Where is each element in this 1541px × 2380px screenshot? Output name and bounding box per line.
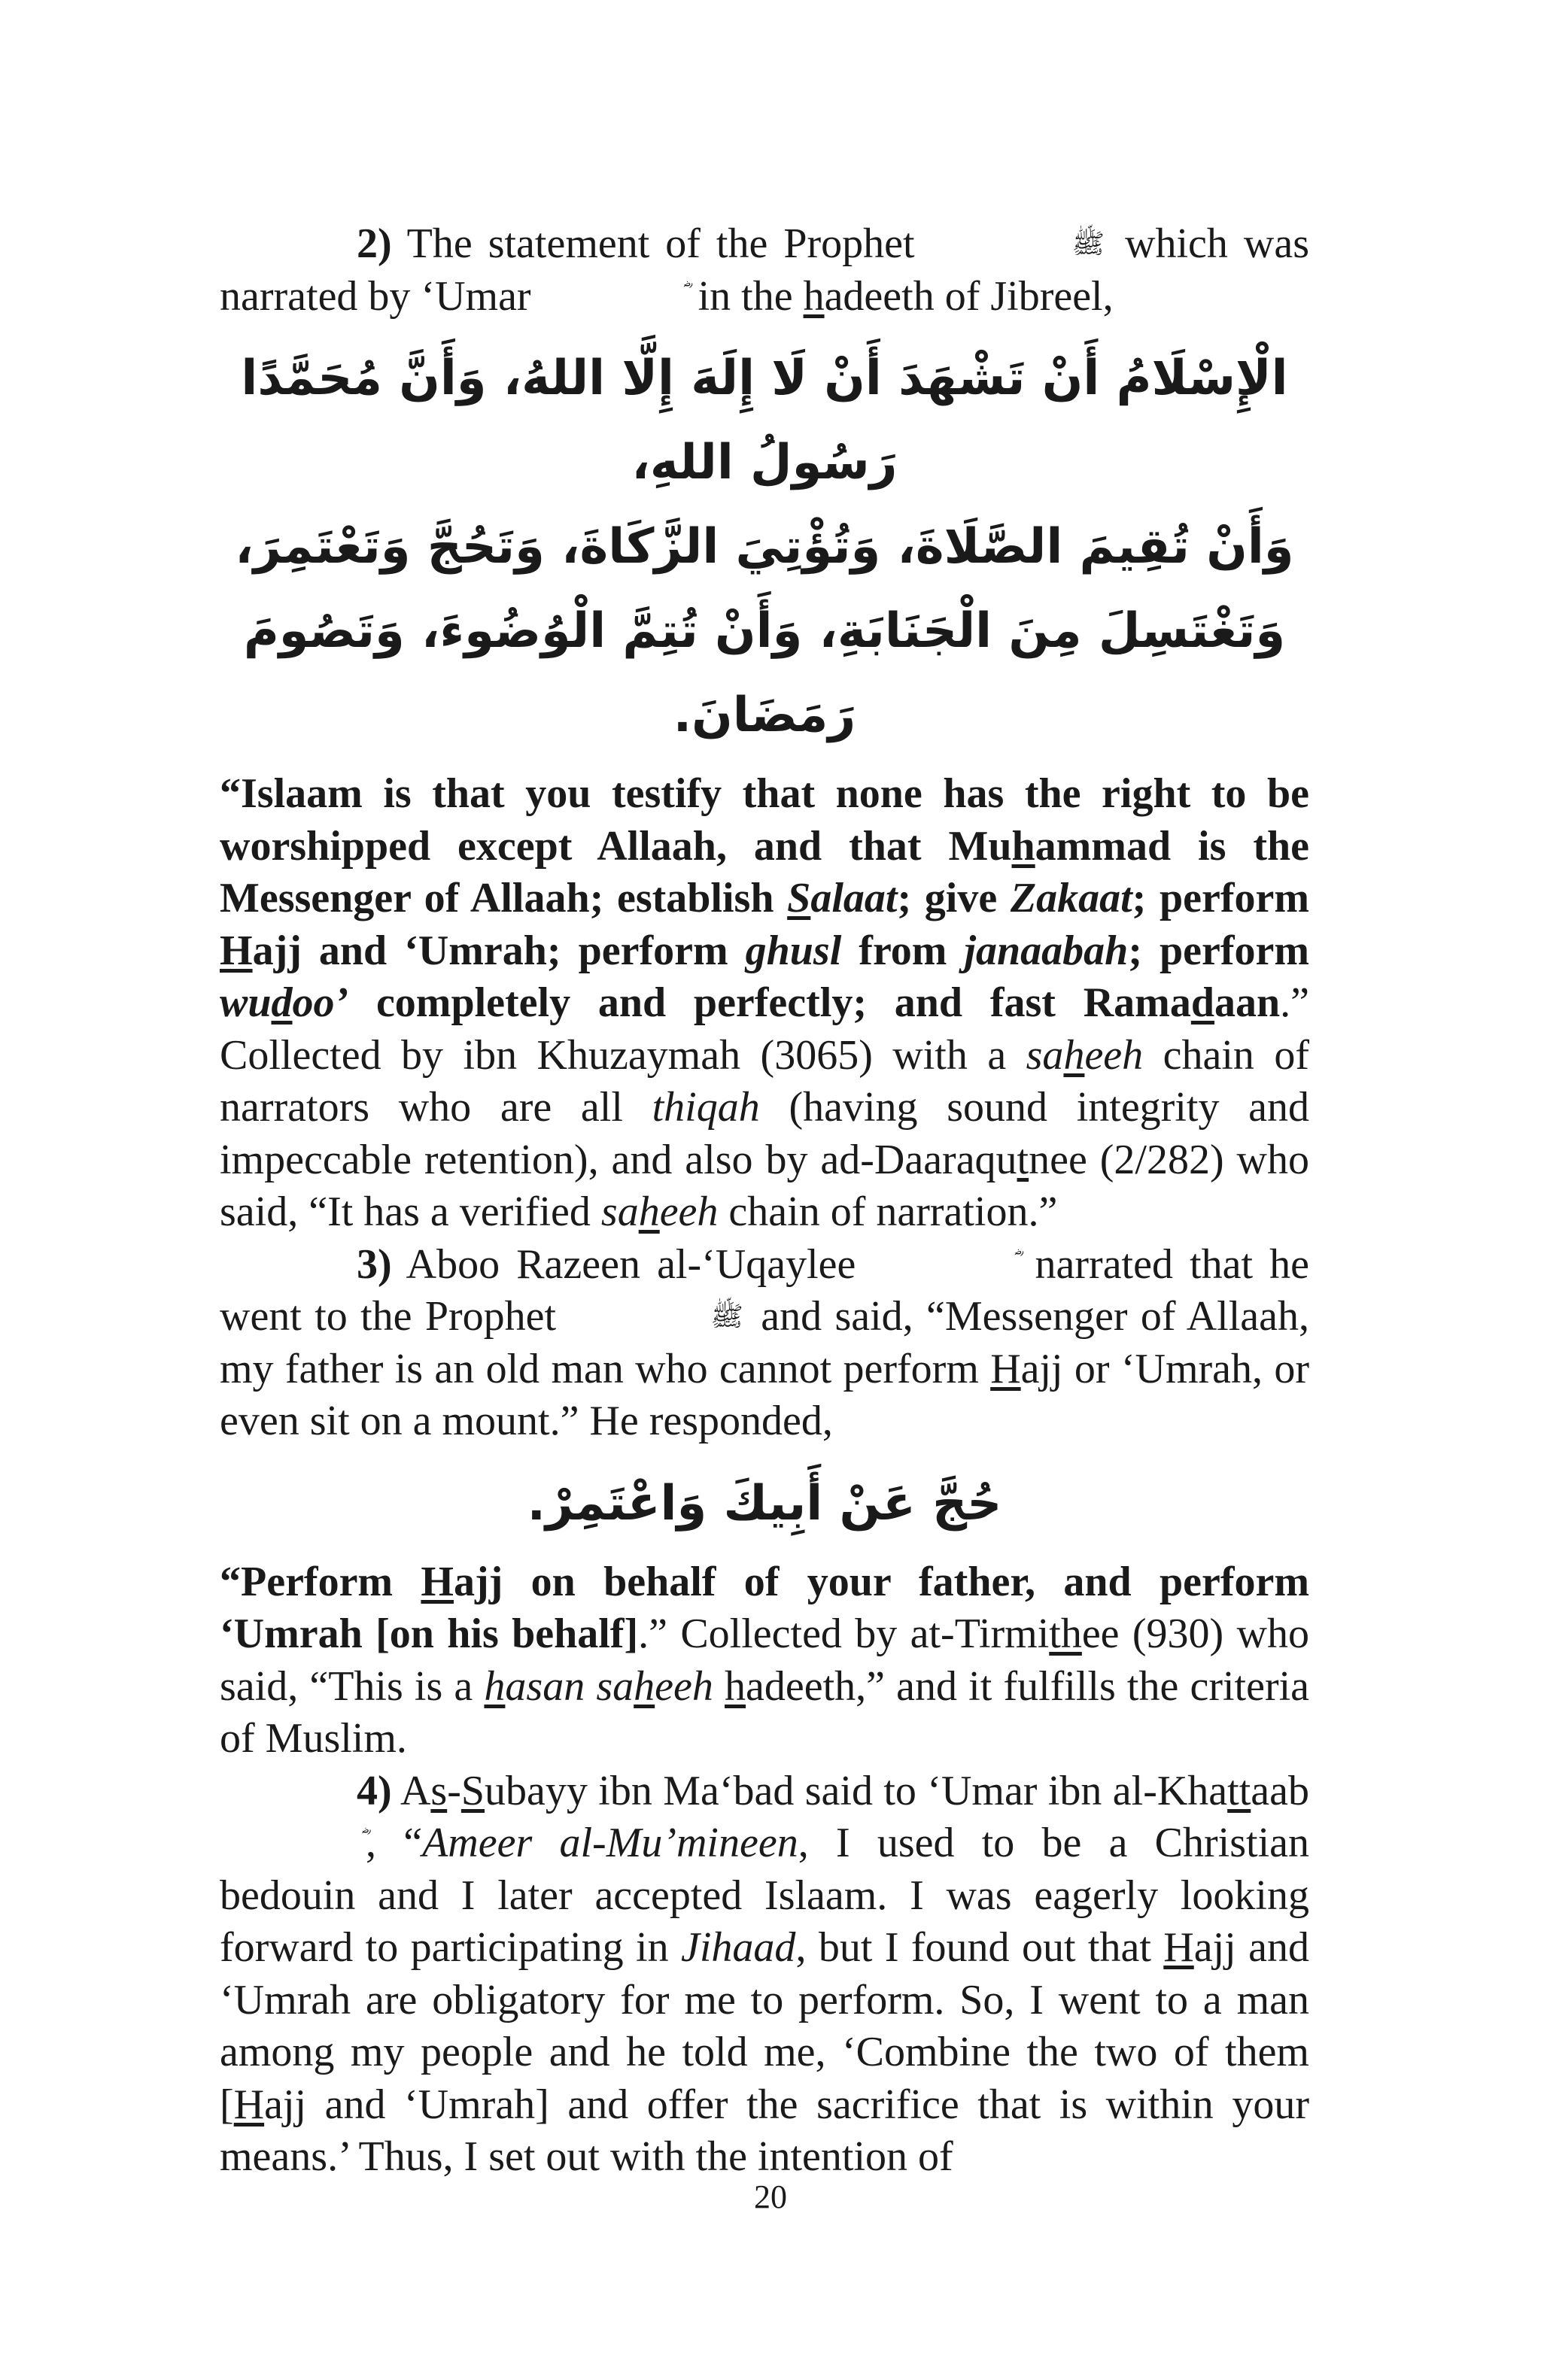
item-number-3: 3): [357, 1240, 392, 1288]
paragraph-3-intro: 3) Aboo Razeen al-‘Uqaylee narrated that he went to the Prophet ﷺ and said, “Messenger of Allaah, my father is an old man who cannot perform Hajj or ‘Umrah, or even sit on a mount.” He responded,: [220, 1239, 1309, 1448]
radiyallahu-seal-icon: [542, 271, 688, 323]
item-number-2: 2): [357, 220, 392, 267]
arabic-quote-1: [220, 336, 1309, 757]
radiyallahu-seal-icon: [220, 1817, 366, 1870]
arabic-line-2: وَأَنْ تُقِيمَ الصَّلَاةَ، وَتُؤْتِيَ الزَّكَاةَ، وَتَحُجَّ وَتَعْتَمِرَ،: [235, 519, 1294, 575]
salutation-seal-icon: ﷺ: [1071, 229, 1105, 259]
arabic-line-3: وَتَغْتَسِلَ مِنَ الْجَنَابَةِ، وَأَنْ تُتِمَّ الْوُضُوءَ، وَتَصُومَ رَمَضَانَ.: [243, 603, 1286, 743]
arabic-quote-2: [220, 1462, 1309, 1546]
paragraph-4: 4) As-Subayy ibn Ma‘bad said to ‘Umar ibn al-Khattaab , “Ameer al-Mu’mineen, I used to be a Christian bedouin and I later accepted Islaam. I was eagerly looking forward to participating in Jihaad, but I found out that Hajj and ‘Umrah are obligatory for me to perform. So, I went to a man among my people and he told me, ‘Combine the two of them [Hajj and ‘Umrah] and offer the sacrifice that is within your means.’ Thus, I set out with the intention of: [220, 1767, 1309, 2180]
paragraph-3-translation: “Perform Hajj on behalf of your father, and perform ‘Umrah [on his behalf].” Collected by at-Tirmithee (930) who said, “This is a hasan saheeh hadeeth,” and it fulfills the criteria of Muslim.: [220, 1558, 1310, 1762]
text-column: [220, 218, 1309, 2184]
radiyallahu-seal-icon: [872, 1239, 1018, 1292]
page-number: 20: [754, 2178, 787, 2215]
arabic-line-4: حُجَّ عَنْ أَبِيكَ وَاعْتَمِرْ.: [527, 1475, 1002, 1532]
paragraph-2-translation: “Islaam is that you testify that none has the right to be worshipped except Allaah, and that Muhammad is the Messenger of Allaah; establish Salaat; give Zakaat; perform Hajj and ‘Umrah; perform ghusl from janaabah; perform wudoo’ completely and perfectly; and fast Ramadaan.” Collected by ibn Khuzaymah (3065) with a saheeh chain of narrators who are all thiqah (having sound integrity and impeccable retention), and also by ad-Daaraqutnee (2/282) who said, “It has a verified saheeh chain of narration.”: [220, 770, 1310, 1235]
item-number-4: 4): [357, 1767, 392, 1814]
paragraph-2-intro: 2) The statement of the Prophet ﷺ which was narrated by ‘Umar in the hadeeth of Jibreel,: [220, 218, 1309, 323]
arabic-line-1: الْإِسْلَامُ أَنْ تَشْهَدَ أَنْ لَا إِلَهَ إِلَّا اللهُ، وَأَنَّ مُحَمَّدًا رَسُولُ اللهِ،: [241, 351, 1288, 490]
salutation-seal-icon: ﷺ: [710, 1301, 743, 1331]
